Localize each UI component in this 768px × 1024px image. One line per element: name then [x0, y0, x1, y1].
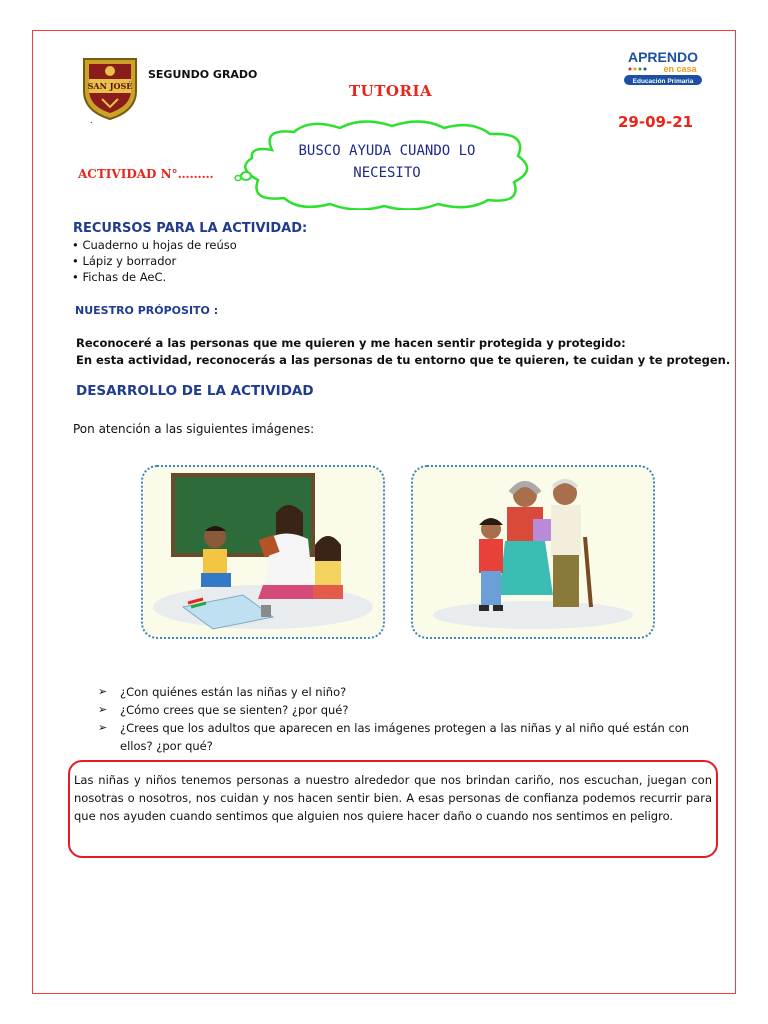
questions-list	[98, 683, 720, 755]
svg-text:SAN JOSÉ: SAN JOSÉ	[87, 81, 133, 91]
activity-number-label: ACTIVIDAD N°………	[78, 167, 214, 181]
attention-text: Pon atención a las siguientes imágenes:	[73, 422, 315, 436]
date-label: 29-09-21	[618, 113, 694, 131]
school-crest-logo	[80, 55, 140, 121]
page-title: TUTORIA	[349, 82, 433, 100]
note-box	[68, 760, 718, 858]
svg-text:Educación Primaria: Educación Primaria	[632, 78, 694, 85]
purpose-line: Reconoceré a las personas que me quieren y me hacen sentir protegida y protegido:	[76, 336, 626, 350]
list-item: • Lápiz y borrador	[72, 253, 237, 269]
svg-text:APRENDO: APRENDO	[627, 49, 699, 65]
grade-label: SEGUNDO GRADO	[148, 68, 258, 81]
grandparents-girl-drawing	[413, 467, 653, 637]
aprendo-en-casa-logo	[620, 48, 706, 86]
illustration-grandparents-girl	[411, 465, 655, 639]
purpose-heading: NUESTRO PRÓPOSITO :	[75, 304, 219, 317]
question-item: ➢ ¿Cómo crees que se sienten? ¿por qué?	[98, 701, 720, 719]
list-item: • Fichas de AeC.	[72, 269, 237, 285]
resources-heading: RECURSOS PARA LA ACTIVIDAD:	[73, 221, 308, 236]
purpose-line: En esta actividad, reconocerás a las personas de tu entorno que te quieren, te cuidan y te protegen.	[76, 353, 731, 367]
note-text: Las niñas y niños tenemos personas a nuestro alrededor que nos brindan cariño, nos escuchan, juegan con nosotras o nosotros, nos cuidan y nos hacen sentir bien. A esas personas de confianza podemos recurrir para que nos ayuden cuando sentimos que alguien nos quiere hacer daño o cuando nos sentimos en peligro.	[74, 773, 712, 823]
teacher-children-drawing	[143, 467, 383, 637]
question-item: ➢ ¿Con quiénes están las niñas y el niño?	[98, 683, 720, 701]
svg-text:en casa: en casa	[663, 64, 697, 74]
purpose-text	[76, 335, 730, 369]
resources-list	[72, 237, 237, 285]
dot-mark: .	[90, 116, 93, 125]
activity-title: BUSCO AYUDA CUANDO LO NECESITO	[298, 143, 476, 181]
list-item: • Cuaderno u hojas de reúso	[72, 237, 237, 253]
question-item: ➢ ¿Crees que los adultos que aparecen en las imágenes protegen a las niñas y al niño qué están con ellos? ¿por qué?	[98, 719, 720, 755]
development-heading: DESARROLLO DE LA ACTIVIDAD	[76, 383, 314, 399]
illustration-teacher-children	[141, 465, 385, 639]
